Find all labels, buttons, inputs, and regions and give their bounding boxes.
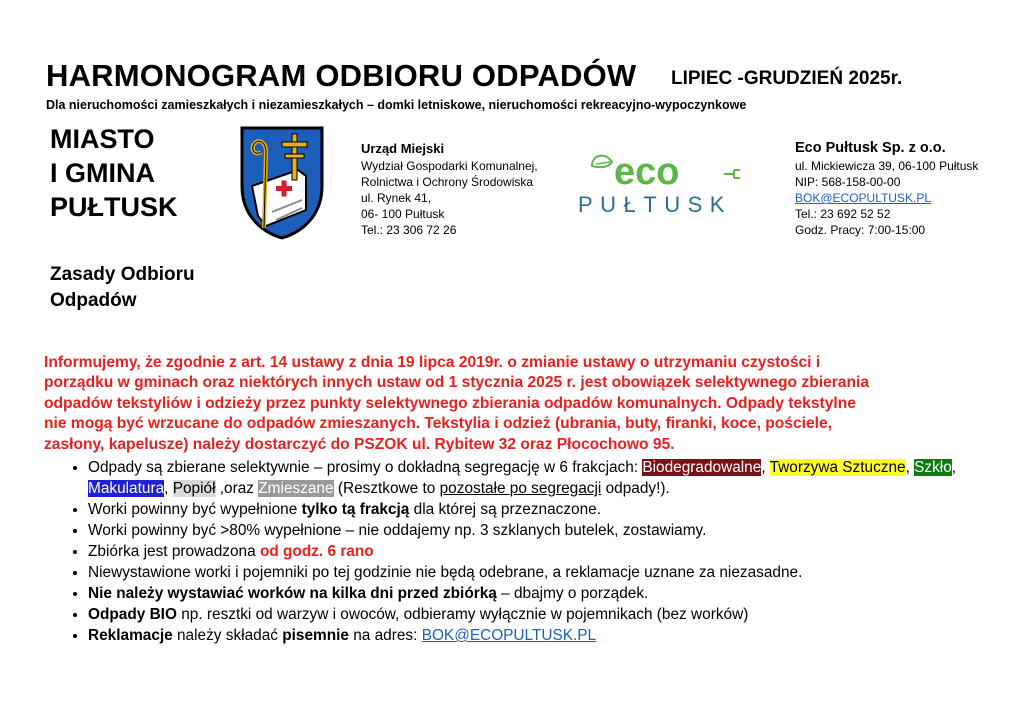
eco-pultusk-logo	[578, 150, 778, 220]
rule-text-bold: Reklamacje	[88, 627, 173, 644]
office-line: Rolnictwa i Ochrony Środowiska	[361, 175, 534, 189]
rule-text: odpady!).	[601, 480, 670, 497]
fraction-bio: Biodegradowalne	[642, 459, 762, 476]
notice-line: Informujemy, że zgodnie z art. 14 ustawy z dnia 19 lipca 2019r. o zmianie ustawy o utrzymaniu czystości i	[44, 354, 821, 371]
rule-text: należy składać	[172, 627, 283, 644]
company-phone: Tel.: 23 692 52 52	[795, 207, 891, 221]
rules-list	[62, 457, 1008, 646]
rule-text-bold: pisemnie	[282, 627, 349, 644]
rule-text: na adres:	[348, 627, 422, 644]
logo-city-text: PUŁTUSK	[578, 192, 732, 217]
list-item	[88, 562, 1008, 583]
city-office-contact	[361, 141, 538, 238]
logo-eco-text: eco	[614, 151, 680, 193]
fraction-mixed: Zmieszane	[258, 480, 334, 497]
notice-line: nie mogą być wrzucane do odpadów zmieszanych. Tekstylia i odzież (ubrania, buty, firanki, koce, pościele,	[44, 415, 832, 433]
rule-text-underlined: pozostałe po segregacji	[439, 480, 602, 497]
separator: ,oraz	[215, 480, 259, 497]
city-line: I GMINA	[50, 158, 155, 188]
office-line: ul. Rynek 41,	[361, 191, 432, 205]
company-nip: NIP: 568-158-00-00	[795, 175, 901, 189]
fraction-glass: Szkło	[914, 459, 952, 476]
rules-heading-line: Odpadów	[50, 290, 137, 311]
rule-text: – dbajmy o porządek.	[496, 585, 649, 602]
separator: ,	[905, 459, 915, 476]
complaints-email-link[interactable]: BOK@ECOPULTUSK.PL	[421, 627, 597, 644]
rule-text-bold: tylko tą frakcją	[301, 501, 410, 518]
schedule-period: LIPIEC -GRUDZIEŃ 2025r.	[671, 68, 903, 89]
company-email-link[interactable]: BOK@ECOPULTUSK.PL	[795, 191, 931, 205]
rule-text: np. resztki od warzyw i owoców, odbieramy wyłącznie w pojemnikach (bez worków)	[176, 606, 749, 623]
office-line: 06- 100 Pułtusk	[361, 207, 445, 221]
separator: ,	[761, 459, 770, 476]
rule-text: Odpady są zbierane selektywnie – prosimy o dokładną segregację w 6 frakcjach:	[88, 459, 643, 476]
document-title: HARMONOGRAM ODBIORU ODPADÓW	[46, 58, 637, 93]
company-contact	[795, 140, 978, 238]
rule-text-red: od godz. 6 rano	[259, 543, 374, 560]
rule-text: (Resztkowe to	[333, 480, 440, 497]
notice-line: odpadów tekstyliów i odzieży przez punkty selektywnego zbierania odpadów komunalnych. Odpady tekstylne	[44, 394, 856, 412]
rule-text: Zbiórka jest prowadzona	[88, 543, 260, 560]
rule-text: Niewystawione worki i pojemniki po tej godzinie nie będą odebrane, a reklamacje uznane za niezasadne.	[88, 564, 803, 581]
rules-heading	[50, 262, 195, 314]
company-hours: Godz. Pracy: 7:00-15:00	[795, 223, 926, 237]
rule-text-bold: Nie należy wystawiać worków na kilka dni przed zbiórką	[88, 585, 497, 602]
rule-text-bold: Odpady BIO	[88, 606, 177, 623]
company-name: Eco Pułtusk Sp. z o.o.	[795, 140, 946, 156]
office-name: Urząd Miejski	[361, 141, 445, 156]
office-line: Wydział Gospodarki Komunalnej,	[361, 159, 538, 173]
list-item	[88, 604, 1008, 625]
rules-heading-line: Zasady Odbioru	[50, 264, 195, 285]
separator: ,	[164, 480, 173, 497]
separator: ,	[951, 459, 957, 476]
company-address: ul. Mickiewicza 39, 06-100 Pułtusk	[795, 159, 979, 173]
notice-line: zasłony, kapelusze) należy dostarczyć do PSZOK ul. Rybitew 32 oraz Płocochowo 95.	[44, 435, 675, 453]
fraction-plastic: Tworzywa Sztuczne	[769, 459, 906, 476]
fraction-ash: Popiół	[172, 480, 216, 497]
list-item	[88, 625, 1008, 646]
rule-text: dla której są przeznaczone.	[409, 501, 602, 518]
coat-of-arms-icon	[236, 124, 328, 242]
rule-text: Worki powinny być wypełnione	[88, 501, 302, 518]
city-heading	[50, 122, 178, 224]
document-subtitle: Dla nieruchomości zamieszkałych i niezamieszkałych – domki letniskowe, nieruchomości rekreacyjno-wypoczynkowe	[46, 98, 747, 112]
list-item	[88, 457, 1008, 499]
list-item	[88, 583, 1008, 604]
city-line: MIASTO	[50, 124, 155, 154]
rule-text: Worki powinny być >80% wypełnione – nie oddajemy np. 3 szklanych butelek, zostawiamy.	[88, 522, 707, 539]
notice-line: porządku w gminach oraz niektórych innych ustaw od 1 stycznia 2025 r. jest obowiązek selektywnego zbierania	[44, 374, 869, 392]
textile-notice	[44, 353, 989, 455]
list-item	[88, 520, 1008, 541]
office-line: Tel.: 23 306 72 26	[361, 223, 457, 237]
list-item	[88, 541, 1008, 562]
list-item	[88, 499, 1008, 520]
city-line: PUŁTUSK	[50, 192, 178, 222]
fraction-paper: Makulatura	[88, 480, 165, 497]
